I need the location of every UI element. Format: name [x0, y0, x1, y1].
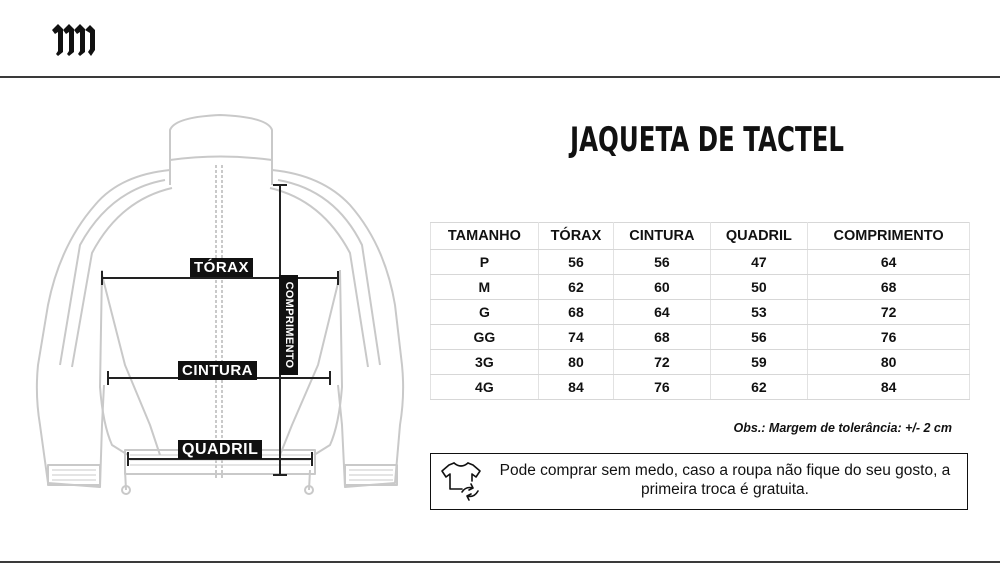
comprimento-label-text: COMPRIMENTO	[282, 281, 295, 369]
table-row	[431, 375, 970, 400]
quadril-label: QUADRIL	[178, 440, 262, 459]
size-table	[430, 222, 970, 400]
table-cell: 84	[538, 375, 613, 400]
table-cell: 64	[808, 250, 970, 275]
header-tamanho: TAMANHO	[431, 223, 539, 250]
table-cell: 68	[538, 300, 613, 325]
table-cell: 68	[614, 325, 710, 350]
table-cell: 76	[614, 375, 710, 400]
header-torax: TÓRAX	[538, 223, 613, 250]
table-cell: G	[431, 300, 539, 325]
table-cell: 74	[538, 325, 613, 350]
tolerance-note: Obs.: Margem de tolerância: +/- 2 cm	[733, 421, 952, 435]
header-comprimento: COMPRIMENTO	[808, 223, 970, 250]
exchange-notice-text: Pode comprar sem medo, caso a roupa não fique do seu gosto, a primeira troca é gratuita.	[499, 462, 951, 498]
header	[0, 0, 1000, 78]
table-row	[431, 325, 970, 350]
table-cell: 4G	[431, 375, 539, 400]
table-cell: 3G	[431, 350, 539, 375]
brand-logo-icon[interactable]	[50, 22, 98, 58]
table-cell: P	[431, 250, 539, 275]
table-cell: 56	[614, 250, 710, 275]
footer-divider	[0, 561, 1000, 563]
table-cell: GG	[431, 325, 539, 350]
comprimento-label	[279, 275, 298, 375]
table-cell: 72	[808, 300, 970, 325]
exchange-notice	[430, 453, 968, 510]
table-row	[431, 300, 970, 325]
table-cell: 80	[808, 350, 970, 375]
header-quadril: QUADRIL	[710, 223, 808, 250]
table-cell: 80	[538, 350, 613, 375]
table-cell: 50	[710, 275, 808, 300]
table-cell: 62	[710, 375, 808, 400]
header-cintura: CINTURA	[614, 223, 710, 250]
table-cell: 62	[538, 275, 613, 300]
table-row	[431, 350, 970, 375]
table-cell: 53	[710, 300, 808, 325]
table-cell: M	[431, 275, 539, 300]
table-cell: 68	[808, 275, 970, 300]
table-cell: 47	[710, 250, 808, 275]
table-cell: 56	[538, 250, 613, 275]
table-cell: 59	[710, 350, 808, 375]
cintura-label: CINTURA	[178, 361, 257, 380]
table-cell: 72	[614, 350, 710, 375]
table-cell: 56	[710, 325, 808, 350]
table-cell: 64	[614, 300, 710, 325]
shirt-exchange-icon	[439, 459, 483, 503]
torax-label: TÓRAX	[190, 258, 253, 277]
table-cell: 60	[614, 275, 710, 300]
header-divider	[0, 76, 1000, 78]
table-cell: 76	[808, 325, 970, 350]
table-cell: 84	[808, 375, 970, 400]
table-header-row	[431, 223, 970, 250]
table-row	[431, 250, 970, 275]
table-row	[431, 275, 970, 300]
product-title: JAQUETA DE TACTEL	[570, 120, 845, 160]
